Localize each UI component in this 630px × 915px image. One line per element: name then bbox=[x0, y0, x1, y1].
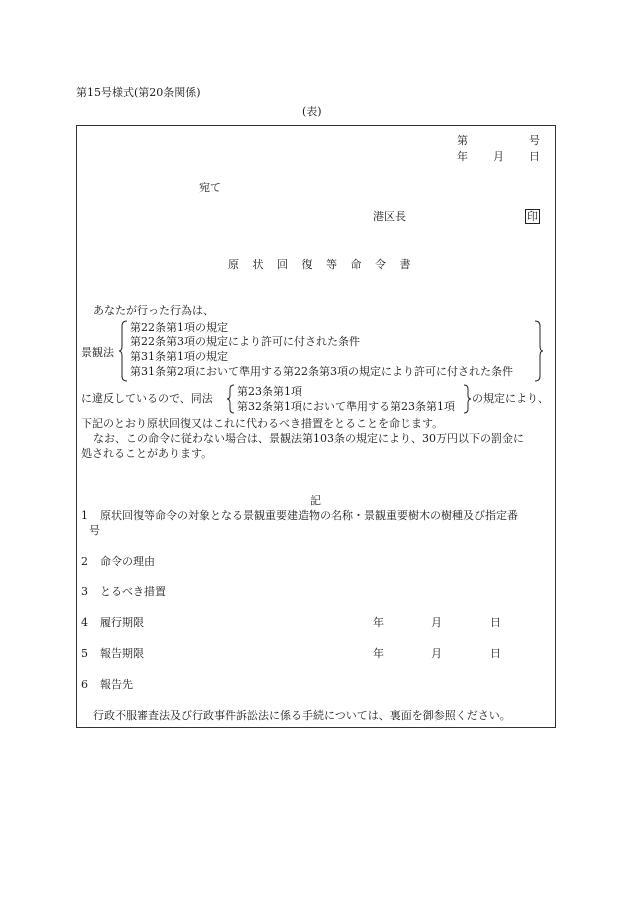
violation-suffix: の規定により、 bbox=[472, 392, 549, 405]
item-1-label: 原状回復等命令の対象となる景観重要建造物の名称・景観重要樹木の樹種及び指定番 bbox=[100, 509, 518, 522]
item-4-num: 4 bbox=[81, 616, 88, 629]
item-2-label: 命令の理由 bbox=[100, 555, 155, 568]
item-4-year: 年 bbox=[373, 616, 384, 629]
violation-prefix: に違反しているので、同法 bbox=[81, 392, 213, 405]
side-label: (表) bbox=[302, 105, 322, 118]
cited-right-brace bbox=[463, 384, 471, 414]
issuer-title: 港区長 bbox=[373, 210, 406, 223]
cited-provision-2: 第32条第1項において準用する第23条第1項 bbox=[237, 400, 455, 413]
doc-number-dai: 第 bbox=[457, 134, 468, 147]
issuer-seal bbox=[525, 209, 540, 224]
provisions-left-brace bbox=[119, 320, 129, 382]
provisions-left-brace-path bbox=[119, 321, 127, 381]
cited-left-brace-path bbox=[227, 385, 234, 413]
footer-note: 行政不服審査法及び行政事件訴訟法に係る手続については、裏面を御参照ください。 bbox=[93, 709, 511, 722]
item-5-month: 月 bbox=[431, 647, 442, 660]
item-4-month: 月 bbox=[431, 616, 442, 629]
penalty-line-2: 処されることがあります。 bbox=[81, 447, 213, 460]
date-month: 月 bbox=[493, 150, 504, 163]
item-3-label: とるべき措置 bbox=[100, 585, 166, 598]
addressee: 宛て bbox=[199, 181, 221, 194]
document-title: 原 状 回 復 等 命 令 書 bbox=[228, 258, 416, 271]
provision-3: 第31条第1項の規定 bbox=[130, 350, 228, 363]
cited-provision-1: 第23条第1項 bbox=[237, 385, 302, 398]
form-label: 第15号様式(第20条関係) bbox=[76, 86, 201, 99]
law-name: 景観法 bbox=[81, 346, 114, 359]
item-4-label: 履行期限 bbox=[100, 616, 144, 629]
item-5-num: 5 bbox=[81, 647, 88, 660]
item-5-day: 日 bbox=[490, 647, 501, 660]
cited-left-brace bbox=[227, 384, 235, 414]
provision-4: 第31条第2項において準用する第22条第3項の規定により許可に付された条件 bbox=[130, 365, 513, 378]
provision-2: 第22条第3項の規定により許可に付された条件 bbox=[130, 335, 360, 348]
date-year: 年 bbox=[457, 150, 468, 163]
item-1-label-cont: 号 bbox=[89, 524, 100, 537]
date-day: 日 bbox=[529, 150, 540, 163]
item-4-day: 日 bbox=[490, 616, 501, 629]
doc-number-go: 号 bbox=[529, 134, 540, 147]
item-6-label: 報告先 bbox=[100, 678, 133, 691]
provisions-right-brace bbox=[534, 320, 544, 382]
provision-1: 第22条第1項の規定 bbox=[130, 321, 228, 334]
seal-stamp: 印 bbox=[527, 210, 538, 223]
item-2-num: 2 bbox=[81, 555, 88, 568]
intro-text: あなたが行った行為は、 bbox=[93, 304, 214, 317]
provisions-right-brace-path bbox=[535, 321, 543, 381]
item-3-num: 3 bbox=[81, 585, 88, 598]
penalty-line-1: なお、この命令に従わない場合は、景観法第103条の規定により、30万円以下の罰金に bbox=[93, 432, 524, 445]
item-5-label: 報告期限 bbox=[100, 647, 144, 660]
item-6-num: 6 bbox=[81, 678, 88, 691]
cited-right-brace-path bbox=[464, 385, 471, 413]
item-1-num: 1 bbox=[81, 509, 88, 522]
order-line: 下記のとおり原状回復又はこれに代わるべき措置をとることを命じます。 bbox=[81, 417, 444, 430]
ki-heading: 記 bbox=[310, 494, 321, 507]
item-5-year: 年 bbox=[373, 647, 384, 660]
